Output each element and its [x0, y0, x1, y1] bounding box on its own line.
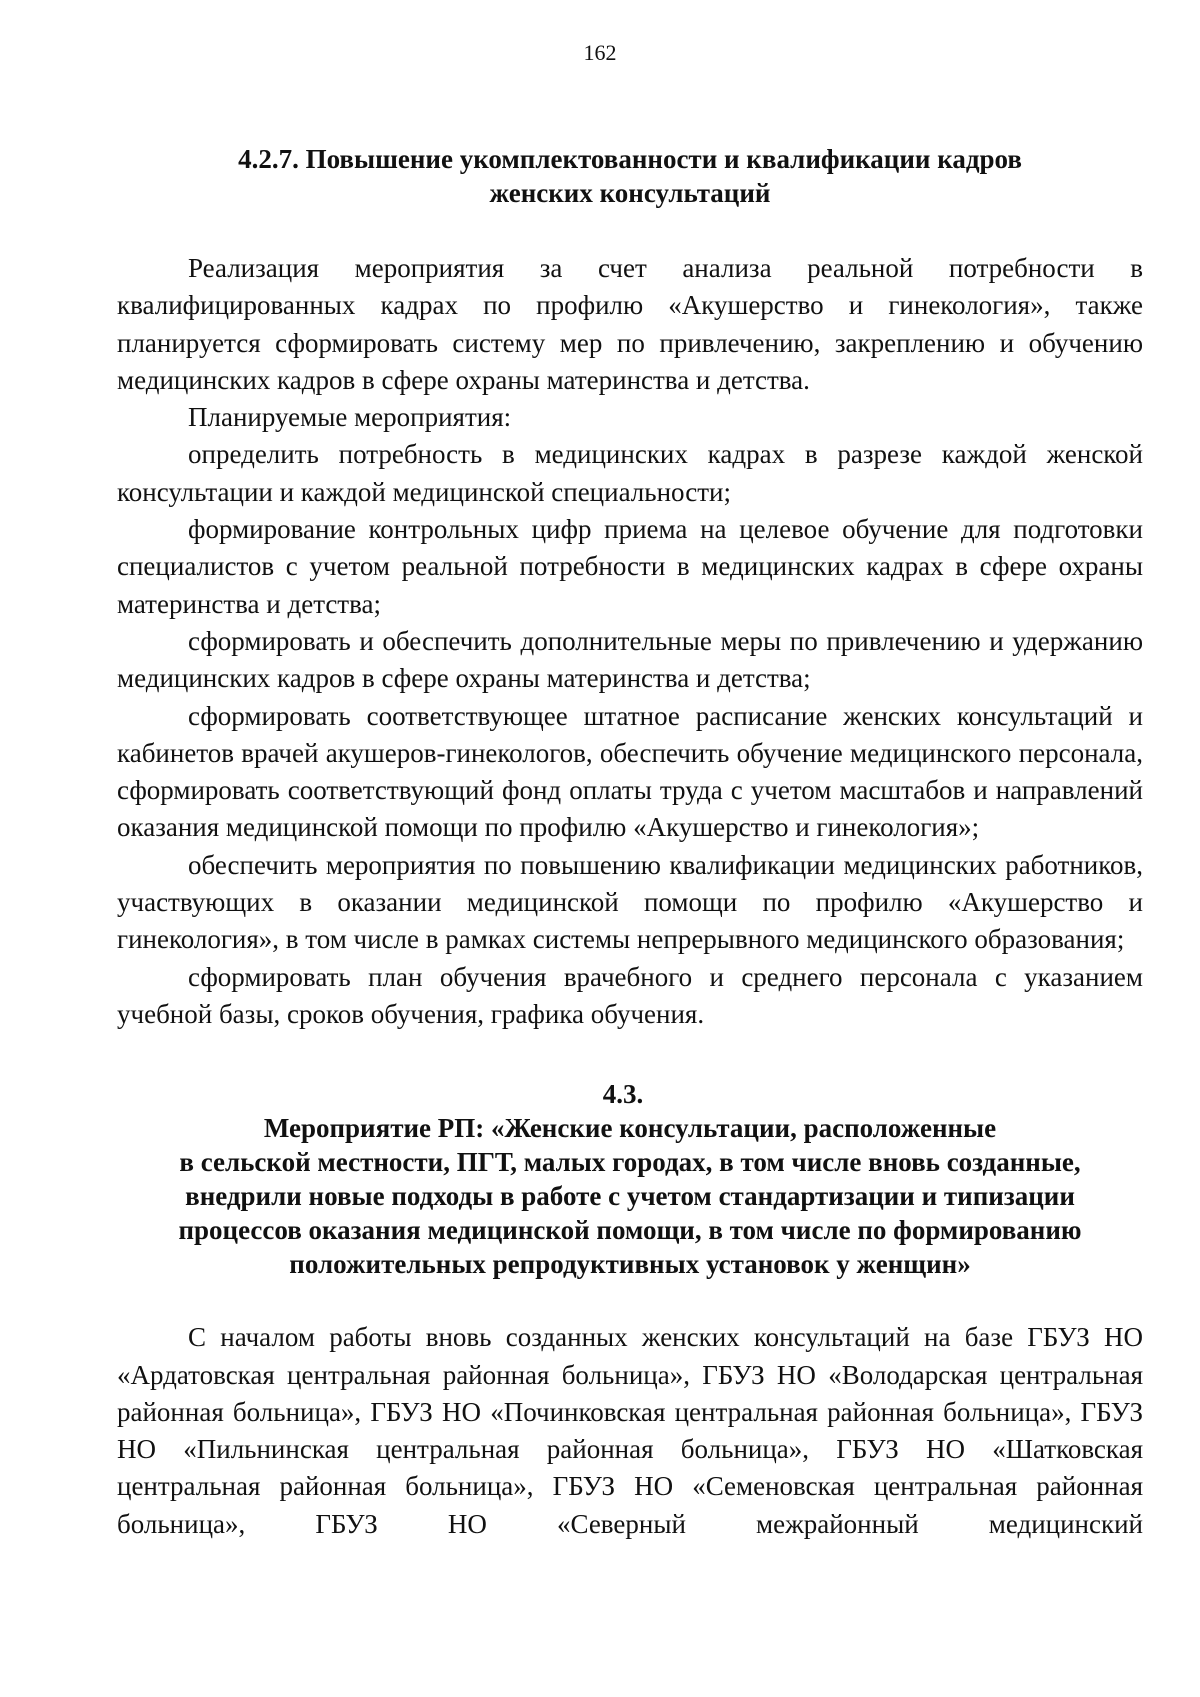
paragraph: Реализация мероприятия за счет анализа реальной потребности в квалифицированных кадрах по профилю «Акушерство и гинекология», также планируется сформировать систему мер по привлечению, закреплению и обучению медицинских кадров в сфере охраны материнства и детства. — [117, 253, 1143, 395]
paragraph: сформировать соответствующее штатное расписание женских консультаций и кабинетов врачей акушеров-гинекологов, обеспечить обучение медицинского персонала, сформировать соответствующий фонд оплаты труда с учетом масштабов и направлений оказания медицинской помощи по профилю «Акушерство и гинекология»; — [117, 700, 1143, 843]
heading-line: женских консультаций — [489, 178, 771, 208]
paragraph: обеспечить мероприятия по повышению квалификации медицинских работников, участвующих в оказании медицинской помощи по профилю «Акушерство и гинекология», в том числе в рамках системы непрерывного медицинского образования; — [117, 849, 1143, 955]
paragraph: определить потребность в медицинских кадрах в разрезе каждой женской консультации и каждой медицинской специальности; — [117, 439, 1143, 507]
heading-line: в сельской местности, ПГТ, малых городах, в том числе вновь созданные, — [179, 1147, 1081, 1178]
heading-line — [117, 1077, 1143, 1145]
heading-text: Мероприятие РП: «Женские консультации, расположенные — [263, 1113, 997, 1144]
section-4-3-body — [117, 1319, 1143, 1543]
paragraph: С началом работы вновь созданных женских консультаций на базе ГБУЗ НО «Ардатовская центральная районная больница», ГБУЗ НО «Володарская центральная районная больница», ГБУЗ НО «Починковская центральная районная больница», ГБУЗ НО «Пильнинская центральная районная больница», ГБУЗ НО «Шатковская центральная районная больница», ГБУЗ НО «Семеновская центральная районная больница», ГБУЗ НО «Северный межрайонный медицинский — [117, 1322, 1143, 1539]
section-4-2-7-body — [117, 250, 1143, 1033]
paragraph: формирование контрольных цифр приема на целевое обучение для подготовки специалистов с учетом реальной потребности в медицинских кадрах в сфере охраны материнства и детства; — [117, 514, 1143, 619]
page-content — [117, 142, 1143, 1543]
heading-line: внедрили новые подходы в работе с учетом стандартизации и типизации — [185, 1181, 1075, 1212]
section-4-2-7-heading — [117, 142, 1143, 210]
section-number: 4.3. — [602, 1079, 644, 1110]
page-number: 162 — [583, 40, 617, 65]
paragraph: сформировать план обучения врачебного и среднего персонала с указанием учебной базы, сроков обучения, графика обучения. — [117, 961, 1143, 1029]
paragraph: Планируемые мероприятия: — [188, 402, 512, 433]
heading-line: положительных репродуктивных установок у женщин» — [289, 1249, 971, 1280]
heading-line: процессов оказания медицинской помощи, в том числе по формированию — [178, 1215, 1082, 1246]
section-4-3-heading — [117, 1077, 1143, 1281]
paragraph: сформировать и обеспечить дополнительные меры по привлечению и удержанию медицинских кадров в сфере охраны материнства и детства; — [117, 625, 1143, 694]
heading-line: 4.2.7. Повышение укомплектованности и квалификации кадров — [238, 144, 1022, 174]
